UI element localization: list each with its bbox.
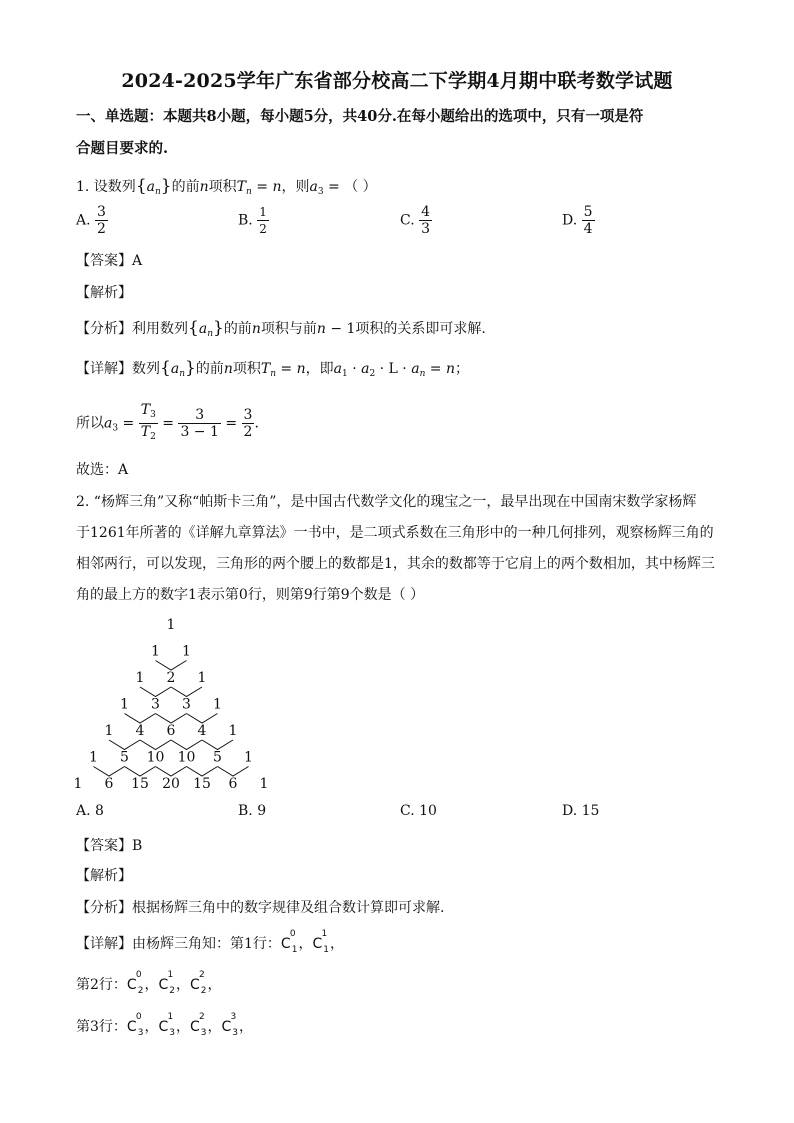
q2-option-a: A. 8 bbox=[76, 803, 104, 819]
q2-xiangjie: 【详解】由杨辉三角知：第1行：C 0 $_1$，C 1 $_1$， bbox=[76, 929, 344, 955]
triangle-number: 6 bbox=[104, 776, 114, 789]
triangle-number: 1 bbox=[89, 749, 98, 766]
triangle-number: 6 bbox=[166, 723, 176, 739]
q1-xiangjie: 【详解】数列$\{a_n\}$的前n项积$T_n = n$，即$a_1 \cdot a_2 \cdot L \cdot a_n = n$； bbox=[76, 358, 470, 379]
triangle-number: 2 bbox=[166, 670, 176, 686]
q2-option-b: B. 9 bbox=[238, 803, 267, 819]
triangle-connector bbox=[218, 767, 249, 777]
triangle-connector bbox=[156, 714, 187, 724]
triangle-connector bbox=[109, 740, 140, 750]
triangle-connector bbox=[171, 740, 202, 750]
triangle-connector bbox=[140, 740, 171, 750]
triangle-connector bbox=[140, 687, 171, 697]
triangle-number: 10 bbox=[177, 749, 196, 766]
q1-derivation: 所以$a_3$ = $\frac{T_3}{T_2}$ = $\frac{3}{3 - 1}$ = $\frac{3}{2}$ . bbox=[76, 402, 259, 445]
q1-answer: 【答案】A bbox=[76, 253, 143, 269]
triangle-connector bbox=[156, 767, 187, 777]
triangle-number: 3 bbox=[182, 696, 191, 713]
page-title: 2024-2025学年广东省部分校高二下学期4月期中联考数学试题 bbox=[121, 70, 673, 92]
triangle-number: 6 bbox=[228, 776, 238, 789]
triangle-number: 1 bbox=[228, 723, 238, 739]
triangle-number: 4 bbox=[197, 723, 207, 739]
q1-fenxi: 【分析】利用数列$\{a_n\}$的前n项积与前n − 1项积的关系即可求解. bbox=[76, 318, 486, 339]
section-heading-line2: 合题目要求的. bbox=[76, 140, 169, 157]
section-heading-line1: 一、单选题：本题共8小题，每小题5分，共40分.在每小题给出的选项中，只有一项是符 bbox=[76, 108, 644, 125]
q1-stem: 1. 设数列$\{a_n\}$的前n项积$T_n = n$，则$a_3$ = （ ） bbox=[76, 176, 377, 197]
triangle-number: 1 bbox=[135, 670, 145, 686]
triangle-connector bbox=[125, 714, 156, 724]
triangle-number: 1 bbox=[244, 749, 253, 766]
triangle-number: 1 bbox=[120, 696, 129, 713]
q2-analysis-heading: 【解析】 bbox=[76, 868, 132, 884]
q1-option-c: C. $\frac{4}{3}$ bbox=[400, 204, 431, 237]
q2-row2: 第2行：C 0 $_2$，C 1 $_2$，C 2 $_2$， bbox=[76, 970, 222, 996]
triangle-number: 4 bbox=[135, 723, 145, 739]
triangle-number: 5 bbox=[213, 749, 222, 766]
q1-option-b: B. $\frac{1}{2}$ bbox=[238, 205, 267, 236]
q2-option-d: D. 15 bbox=[562, 803, 600, 819]
triangle-number: 5 bbox=[120, 749, 129, 766]
q2-fenxi: 【分析】根据杨辉三角中的数字规律及组合数计算即可求解. bbox=[76, 900, 445, 916]
triangle-connector bbox=[171, 687, 202, 697]
triangle-number: 1 bbox=[166, 617, 176, 633]
triangle-number: 1 bbox=[197, 670, 207, 686]
triangle-connector bbox=[187, 767, 218, 777]
triangle-connector bbox=[187, 714, 218, 724]
triangle-number: 10 bbox=[146, 749, 165, 766]
triangle-number: 15 bbox=[193, 776, 211, 789]
triangle-number: 1 bbox=[151, 643, 160, 660]
triangle-connector bbox=[94, 767, 125, 777]
triangle-number: 15 bbox=[131, 776, 149, 789]
q2-option-c: C. 10 bbox=[400, 803, 437, 819]
yanghui-triangle-figure bbox=[70, 614, 290, 789]
q2-stem-line1: 2. “杨辉三角”又称“帕斯卡三角”，是中国古代数学文化的瑰宝之一，最早出现在中国南宋数学家杨辉 bbox=[76, 494, 697, 510]
q2-stem-line2: 于1261年所著的《详解九章算法》一书中，是二项式系数在三角形中的一种几何排列，观察杨辉三角的 bbox=[76, 525, 714, 541]
triangle-number: 20 bbox=[162, 776, 180, 789]
triangle-connector bbox=[202, 740, 233, 750]
triangle-number: 1 bbox=[259, 776, 269, 789]
q2-stem-line4: 角的最上方的数字1表示第0行，则第9行第9个数是（ ） bbox=[76, 587, 425, 603]
triangle-number: 1 bbox=[104, 723, 114, 739]
triangle-connector bbox=[156, 661, 187, 671]
q2-stem-line3: 相邻两行，可以发现，三角形的两个腰上的数都是1，其余的数都等于它肩上的两个数相加，其中杨辉三 bbox=[76, 556, 715, 572]
q1-option-d: D. $\frac{5}{4}$ bbox=[562, 204, 593, 237]
q1-conclusion: 故选：A bbox=[76, 462, 129, 478]
q2-answer: 【答案】B bbox=[76, 838, 143, 854]
q1-option-a: A. $\frac{3}{2}$ bbox=[76, 204, 106, 237]
triangle-connector bbox=[125, 767, 156, 777]
triangle-number: 1 bbox=[73, 776, 83, 789]
triangle-number: 1 bbox=[213, 696, 222, 713]
triangle-number: 1 bbox=[182, 643, 191, 660]
triangle-number: 3 bbox=[151, 696, 160, 713]
q1-analysis-heading: 【解析】 bbox=[76, 285, 132, 301]
q2-row3: 第3行：C 0 $_3$，C 1 $_3$，C 2 $_3$，C 3 $_3$， bbox=[76, 1012, 253, 1038]
